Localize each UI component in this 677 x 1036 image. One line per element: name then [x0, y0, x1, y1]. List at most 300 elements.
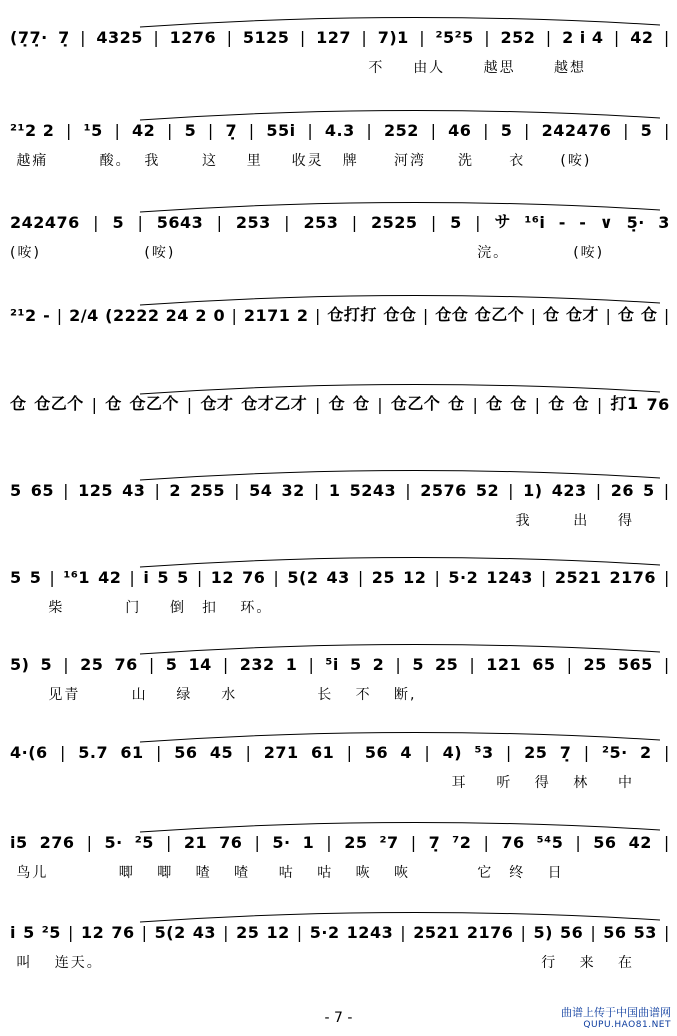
- barline: |: [234, 481, 241, 500]
- note-group: 56: [559, 923, 584, 942]
- note-group: 42: [98, 568, 122, 587]
- note-group: 56: [593, 833, 617, 852]
- note-group: 7)1: [377, 28, 409, 47]
- barline: |: [422, 306, 429, 325]
- note-group: 5: [29, 568, 42, 587]
- barline: |: [595, 481, 602, 500]
- note-group: 25: [344, 833, 368, 852]
- barline: |: [299, 28, 306, 47]
- barline: |: [472, 395, 479, 414]
- barline: |: [49, 568, 56, 587]
- barline: |: [66, 121, 72, 140]
- note-group: 2: [195, 306, 207, 325]
- note-group: 2576: [420, 481, 467, 500]
- note-group: 46: [448, 121, 472, 140]
- lyrics-line: [10, 57, 670, 83]
- note-group: 12: [266, 923, 290, 942]
- note-group: 43: [122, 481, 146, 500]
- lyric-text: 水: [221, 687, 238, 703]
- barline: |: [296, 923, 303, 942]
- lyric-text: 喳: [195, 865, 212, 881]
- barline: |: [663, 481, 670, 500]
- note-group: 仓: [548, 394, 565, 413]
- barline: |: [222, 655, 229, 674]
- lyric-text: 终: [509, 865, 526, 881]
- note-group: 7̣: [428, 833, 441, 852]
- notation-line: [10, 545, 670, 587]
- note-group: 5·2: [448, 568, 479, 587]
- barline: |: [326, 833, 333, 852]
- note-group: 53: [633, 923, 657, 942]
- lyric-text: 行: [541, 955, 558, 971]
- note-group: 25: [524, 743, 548, 762]
- lyric-text: 唧: [157, 865, 174, 881]
- note-group: 5: [112, 213, 125, 232]
- barline: |: [419, 28, 426, 47]
- note-group: i5: [10, 833, 28, 852]
- lyric-text: 林: [573, 775, 590, 791]
- barline: |: [313, 481, 320, 500]
- barline: |: [207, 121, 214, 140]
- barline: |: [254, 833, 261, 852]
- barline: |: [424, 743, 431, 762]
- note-group: 5: [184, 121, 197, 140]
- note-group: 25: [435, 655, 459, 674]
- note-group: 仓仓: [383, 305, 417, 324]
- lyric-text: 越思: [483, 60, 516, 76]
- note-group: 76: [501, 833, 525, 852]
- note-group: 76: [646, 395, 670, 414]
- note-group: 0: [213, 306, 226, 325]
- barline: |: [483, 121, 490, 140]
- barline: |: [663, 28, 670, 47]
- note-group: 56: [174, 743, 198, 762]
- site-watermark: [521, 1006, 671, 1032]
- note-group: 32: [281, 481, 305, 500]
- barline: |: [80, 28, 86, 47]
- note-group: (2222 24: [105, 306, 189, 325]
- note-group: 5: [23, 923, 35, 942]
- note-group: 255: [190, 481, 226, 500]
- lyric-text: 听: [496, 775, 513, 791]
- barline: |: [410, 833, 417, 852]
- barline: |: [273, 568, 280, 587]
- lyric-text: 它: [477, 865, 494, 881]
- note-group: 仓乙个: [474, 305, 525, 324]
- note-group: 252: [500, 28, 536, 47]
- lyric-text: 长: [317, 687, 334, 703]
- lyric-text: 由人: [413, 60, 446, 76]
- lyric-text: 来: [579, 955, 596, 971]
- note-group: 61: [310, 743, 335, 762]
- note-group: 仓打打: [327, 305, 377, 324]
- note-group: 仓乙个: [129, 394, 180, 413]
- lyric-text: 河湾: [394, 153, 426, 169]
- score-system: [0, 900, 677, 1010]
- barline: |: [148, 655, 155, 674]
- note-group: 4): [442, 743, 463, 762]
- note-group: 2525: [370, 213, 418, 232]
- note-group: 55i: [266, 121, 296, 140]
- barline: |: [366, 121, 373, 140]
- note-group: 5643: [156, 213, 204, 232]
- note-group: 仓: [543, 305, 560, 324]
- note-group: 5: [640, 121, 653, 140]
- note-group: 42: [132, 121, 156, 140]
- barline: |: [361, 28, 368, 47]
- note-group: 仓乙个: [34, 394, 84, 413]
- note-group: 56: [603, 923, 627, 942]
- note-group: 76: [111, 923, 135, 942]
- lyric-text: 耳: [451, 775, 468, 791]
- note-group: 仓: [105, 394, 122, 413]
- note-group: 2: [296, 306, 309, 325]
- notation-line: [10, 458, 670, 500]
- note-group: ²¹2: [10, 306, 37, 325]
- note-group: 242476: [10, 213, 80, 232]
- note-group: 5243: [349, 481, 397, 500]
- barline: |: [524, 121, 530, 140]
- lyric-text: 在: [618, 955, 634, 971]
- note-group: ⁵i: [325, 655, 339, 674]
- note-group: 仓: [328, 394, 346, 413]
- lyric-text: (咹): [10, 245, 41, 261]
- note-group: 12: [80, 923, 105, 942]
- note-group: -: [579, 213, 587, 232]
- note-group: 仓仓: [435, 305, 469, 324]
- lyric-text: 衣: [509, 153, 526, 169]
- barline: |: [307, 121, 314, 140]
- barline: |: [93, 213, 100, 232]
- note-group: 43: [192, 923, 217, 942]
- note-group: サ: [494, 212, 511, 231]
- barline: |: [505, 743, 512, 762]
- barline: |: [664, 568, 670, 587]
- lyric-text: 环。: [240, 600, 273, 616]
- note-group: ⁵⁴5: [536, 833, 564, 852]
- lyric-text: 倒: [170, 600, 186, 616]
- note-group: 仓: [10, 394, 27, 413]
- barline: |: [475, 213, 482, 232]
- note-group: 1276: [169, 28, 217, 47]
- note-group: 232: [239, 655, 275, 674]
- lyric-text: 山: [131, 687, 148, 703]
- barline: |: [86, 833, 93, 852]
- barline: |: [434, 568, 441, 587]
- barline: |: [216, 213, 223, 232]
- barline: |: [430, 213, 437, 232]
- note-group: 1243: [346, 923, 394, 942]
- note-group: 5: [450, 213, 462, 232]
- barline: |: [575, 833, 582, 852]
- note-group: 仓: [572, 394, 590, 413]
- note-group: 42: [630, 28, 654, 47]
- note-group: 54: [249, 481, 273, 500]
- barline: |: [395, 655, 402, 674]
- lyric-text: 洗: [458, 153, 474, 169]
- lyric-text: 得: [618, 513, 634, 529]
- notation-line: [10, 283, 670, 325]
- lyric-text: 叫: [16, 955, 33, 971]
- notation-line: [10, 810, 670, 852]
- note-group: 5: [40, 655, 53, 674]
- note-group: 5: [643, 481, 655, 500]
- note-group: 5(2: [287, 568, 319, 587]
- lyric-text: 日: [547, 865, 564, 881]
- note-group: 2: [640, 743, 652, 762]
- lyric-text: (咹): [560, 153, 592, 169]
- lyric-text: 咴: [394, 865, 410, 881]
- note-group: 253: [235, 213, 271, 232]
- barline: |: [196, 568, 203, 587]
- note-group: 5: [412, 655, 424, 674]
- barline: |: [405, 481, 412, 500]
- page-number: - 7 -: [324, 1010, 353, 1026]
- note-group: i: [10, 923, 16, 942]
- note-group: ⁷2: [452, 833, 472, 852]
- lyrics-line: [10, 335, 670, 361]
- note-group: 5·: [104, 833, 123, 852]
- lyric-text: 唧: [118, 865, 135, 881]
- barline: |: [520, 923, 527, 942]
- note-group: 仓: [510, 394, 527, 413]
- lyric-text: 越痛: [16, 153, 49, 169]
- note-group: 61: [120, 743, 144, 762]
- note-group: 423: [551, 481, 587, 500]
- barline: |: [63, 655, 70, 674]
- barline: |: [663, 306, 670, 325]
- lyric-text: 见青: [48, 687, 81, 703]
- note-group: 1: [328, 481, 341, 500]
- note-group: 5): [10, 655, 30, 674]
- barline: |: [590, 923, 597, 942]
- lyric-text: (咹): [573, 245, 605, 261]
- lyric-text: 连天。: [54, 955, 103, 971]
- note-group: 2: [169, 481, 182, 500]
- barline: |: [664, 743, 670, 762]
- note-group: 5): [533, 923, 553, 942]
- note-group: 271: [263, 743, 299, 762]
- barline: |: [56, 306, 63, 325]
- lyrics-line: [10, 242, 670, 268]
- note-group: 5: [10, 568, 22, 587]
- note-group: ⁵3: [474, 743, 494, 762]
- barline: |: [186, 395, 193, 414]
- lyric-text: 柴: [48, 600, 65, 616]
- notation-line: [10, 632, 670, 674]
- barline: |: [566, 655, 573, 674]
- barline: |: [583, 743, 590, 762]
- lyric-text: 我: [144, 153, 161, 169]
- note-group: 5: [177, 568, 189, 587]
- note-group: 2176: [609, 568, 656, 587]
- note-group: 7̣: [559, 743, 572, 762]
- barline: |: [154, 481, 161, 500]
- lyric-text: 里: [246, 153, 263, 169]
- lyric-text: 浣。: [477, 245, 510, 261]
- note-group: 1: [285, 655, 298, 674]
- note-group: 65: [532, 655, 556, 674]
- note-group: ∨: [599, 213, 614, 232]
- barline: |: [663, 833, 670, 852]
- note-group: 2 i 4: [562, 28, 604, 47]
- watermark-text: 曲谱上传于中国曲谱网: [561, 1006, 671, 1019]
- lyric-text: 咕: [317, 865, 334, 881]
- note-group: 仓乙个: [390, 394, 441, 413]
- note-group: 仓: [640, 305, 658, 324]
- note-group: 76: [114, 655, 138, 674]
- note-group: ²¹2 2: [10, 121, 55, 140]
- note-group: 5: [10, 481, 22, 500]
- lyric-text: 这: [202, 153, 218, 169]
- barline: |: [129, 568, 136, 587]
- lyrics-line: [10, 597, 670, 623]
- barline: |: [68, 923, 74, 942]
- note-group: 5(2: [154, 923, 186, 942]
- note-group: 5·: [272, 833, 291, 852]
- barline: |: [156, 743, 162, 762]
- note-group: 4.3: [324, 121, 355, 140]
- notation-line: [10, 900, 670, 942]
- lyric-text: 绿: [176, 687, 193, 703]
- barline: |: [114, 121, 121, 140]
- note-group: 252: [384, 121, 419, 140]
- note-group: 2521: [413, 923, 460, 942]
- note-group: ²7: [379, 833, 399, 852]
- lyric-text: 断,: [394, 687, 417, 703]
- lyric-text: 出: [573, 513, 590, 529]
- barline: |: [483, 833, 490, 852]
- lyric-text: 扣: [202, 600, 218, 616]
- barline: |: [231, 306, 238, 325]
- barline: |: [664, 121, 670, 140]
- note-group: 12: [403, 568, 427, 587]
- note-group: ¹⁶i: [524, 213, 546, 232]
- note-group: 仓才: [200, 394, 234, 413]
- note-group: 125: [78, 481, 113, 500]
- note-group: 25: [236, 923, 260, 942]
- note-group: 25: [371, 568, 396, 587]
- lyric-text: 喳: [234, 865, 250, 881]
- note-group: 5·2: [309, 923, 340, 942]
- barline: |: [596, 395, 603, 414]
- note-group: 2521: [554, 568, 602, 587]
- note-group: 14: [188, 655, 212, 674]
- lyrics-line: [10, 150, 670, 176]
- barline: |: [166, 121, 173, 140]
- notation-line: [10, 372, 670, 414]
- note-group: 3: [658, 213, 670, 232]
- note-group: ²5: [134, 833, 154, 852]
- note-group: 1243: [486, 568, 533, 587]
- note-group: 65: [30, 481, 54, 500]
- note-group: 1): [523, 481, 543, 500]
- note-group: 5.7: [78, 743, 109, 762]
- lyric-text: 收灵: [291, 153, 324, 169]
- barline: |: [315, 395, 321, 414]
- barline: |: [165, 833, 172, 852]
- barline: |: [60, 743, 66, 762]
- notation-line: [10, 190, 670, 232]
- note-group: 4·(6: [10, 743, 48, 762]
- note-group: 仓: [486, 394, 503, 413]
- notation-line: [10, 98, 670, 140]
- barline: |: [377, 395, 384, 414]
- note-group: 25: [80, 655, 104, 674]
- note-group: 121: [486, 655, 522, 674]
- barline: |: [346, 743, 353, 762]
- note-group: 2176: [466, 923, 514, 942]
- note-group: 25: [583, 655, 607, 674]
- note-group: 127: [316, 28, 352, 47]
- note-group: 5: [165, 655, 178, 674]
- note-group: 1: [302, 833, 315, 852]
- note-group: 5: [500, 121, 513, 140]
- note-group: -: [43, 306, 51, 325]
- note-group: 打1: [610, 394, 639, 413]
- lyric-text: 我: [515, 513, 532, 529]
- note-group: ¹⁶1: [63, 568, 91, 587]
- barline: |: [605, 306, 612, 325]
- barline: |: [351, 213, 358, 232]
- note-group: 253: [303, 213, 339, 232]
- note-group: 26: [610, 481, 634, 500]
- note-group: 43: [326, 568, 350, 587]
- note-group: 2/4: [69, 306, 99, 325]
- barline: |: [534, 395, 541, 414]
- note-group: 5: [157, 568, 170, 587]
- lyric-text: 酸。: [99, 153, 132, 169]
- barline: |: [508, 481, 515, 500]
- note-group: 12: [210, 568, 235, 587]
- lyric-text: 咕: [278, 865, 295, 881]
- lyric-text: 鸟儿: [16, 865, 49, 881]
- notation-line: [10, 720, 670, 762]
- note-group: 56: [364, 743, 389, 762]
- barline: |: [153, 28, 160, 47]
- note-group: 45: [209, 743, 234, 762]
- barline: |: [430, 121, 437, 140]
- note-group: i: [143, 568, 150, 587]
- lyric-text: 越想: [554, 60, 586, 76]
- barline: |: [63, 481, 69, 500]
- barline: |: [530, 306, 537, 325]
- note-group: (7̣7̣·: [10, 28, 48, 47]
- barline: |: [545, 28, 552, 47]
- note-group: 76: [242, 568, 266, 587]
- barline: |: [540, 568, 547, 587]
- barline: |: [245, 743, 252, 762]
- barline: |: [357, 568, 364, 587]
- note-group: 7̣: [225, 121, 238, 140]
- barline: |: [308, 655, 315, 674]
- lyric-text: 中: [618, 775, 634, 791]
- watermark-url: QUPU.HAO81.NET: [583, 1020, 671, 1030]
- note-group: -: [558, 213, 566, 232]
- note-group: 仓: [352, 394, 370, 413]
- note-group: 5̣·: [626, 213, 645, 232]
- barline: |: [223, 923, 230, 942]
- note-group: 42: [628, 833, 652, 852]
- note-group: 242476: [541, 121, 612, 140]
- lyrics-line: [10, 510, 670, 536]
- lyric-text: 不: [368, 60, 385, 76]
- note-group: 276: [39, 833, 75, 852]
- note-group: ¹5: [83, 121, 103, 140]
- barline: |: [484, 28, 491, 47]
- notation-line: [10, 5, 670, 47]
- note-group: 52: [475, 481, 500, 500]
